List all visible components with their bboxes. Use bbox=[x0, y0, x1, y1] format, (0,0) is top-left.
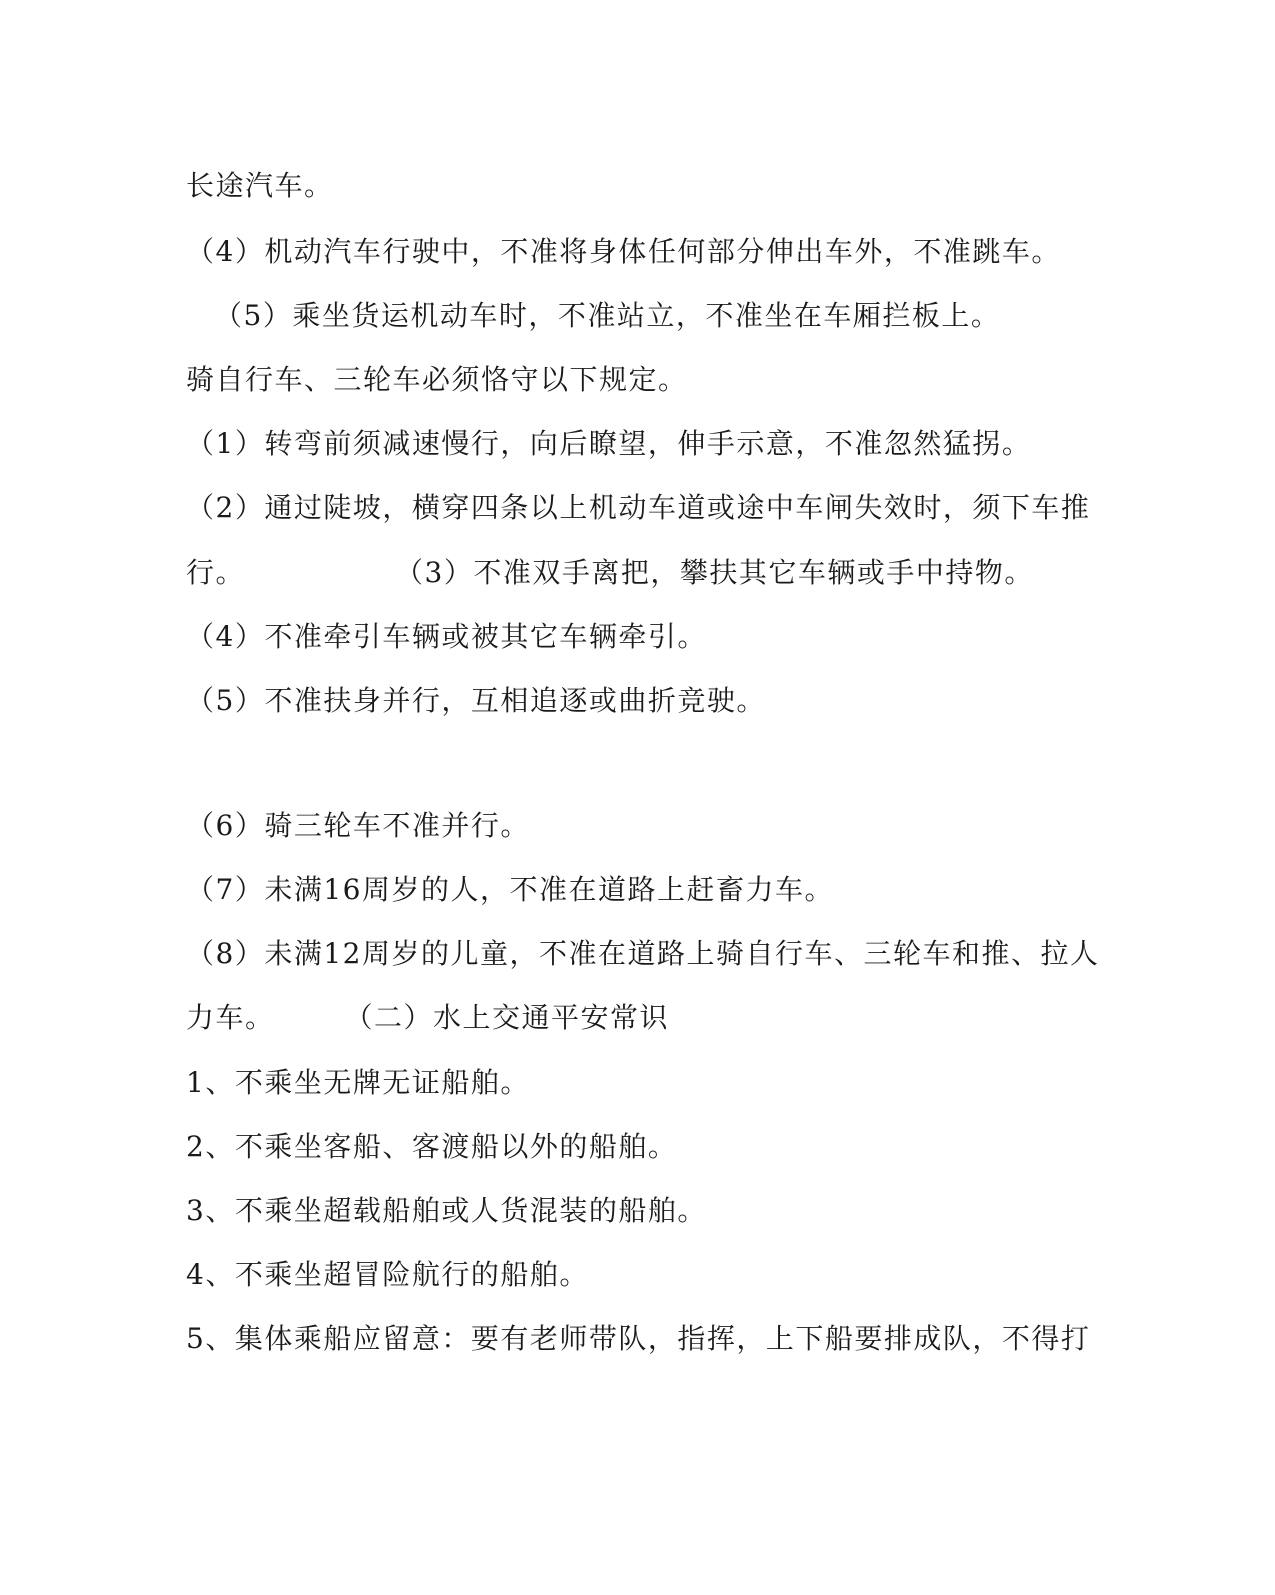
text-line: （1）转弯前须减速慢行，向后瞭望，伸手示意，不准忽然猛拐。 bbox=[186, 427, 1032, 460]
text-segment: （3）不准双手离把，攀扶其它车辆或手中持物。 bbox=[395, 556, 1034, 589]
text-line: 4、不乘坐超冒险航行的船舶。 bbox=[186, 1258, 589, 1291]
text-line-split bbox=[186, 998, 1086, 1038]
text-line: （6）骑三轮车不准并行。 bbox=[186, 809, 530, 842]
text-line: （5）不准扶身并行，互相追逐或曲折竞驶。 bbox=[186, 684, 766, 717]
text-line-split bbox=[186, 553, 1086, 593]
text-line: 5、集体乘船应留意：要有老师带队，指挥，上下船要排成队，不得打 bbox=[186, 1322, 1091, 1355]
text-line: 2、不乘坐客船、客渡船以外的船舶。 bbox=[186, 1130, 678, 1163]
text-segment: 行。 bbox=[186, 556, 246, 589]
text-line: （8）未满12周岁的儿童，不准在道路上骑自行车、三轮车和推、拉人 bbox=[186, 937, 1100, 970]
text-line: 1、不乘坐无牌无证船舶。 bbox=[186, 1066, 530, 1099]
text-line: （2）通过陡坡，横穿四条以上机动车道或途中车闸失效时，须下车推 bbox=[186, 491, 1091, 524]
text-segment: 力车。 bbox=[186, 1001, 275, 1034]
text-line: 骑自行车、三轮车必须恪守以下规定。 bbox=[186, 363, 688, 396]
section-heading: （二）水上交通平安常识 bbox=[344, 1001, 670, 1034]
text-line: （4）机动汽车行驶中，不准将身体任何部分伸出车外，不准跳车。 bbox=[186, 235, 1061, 268]
text-line: （7）未满16周岁的人，不准在道路上赶畜力车。 bbox=[186, 873, 834, 906]
text-line: 3、不乘坐超载船舶或人货混装的船舶。 bbox=[186, 1194, 707, 1227]
text-line: 长途汽车。 bbox=[186, 169, 334, 202]
text-line: （5）乘坐货运机动车时，不准站立，不准坐在车厢拦板上。 bbox=[214, 299, 1001, 332]
text-line: （4）不准牵引车辆或被其它车辆牵引。 bbox=[186, 620, 707, 653]
